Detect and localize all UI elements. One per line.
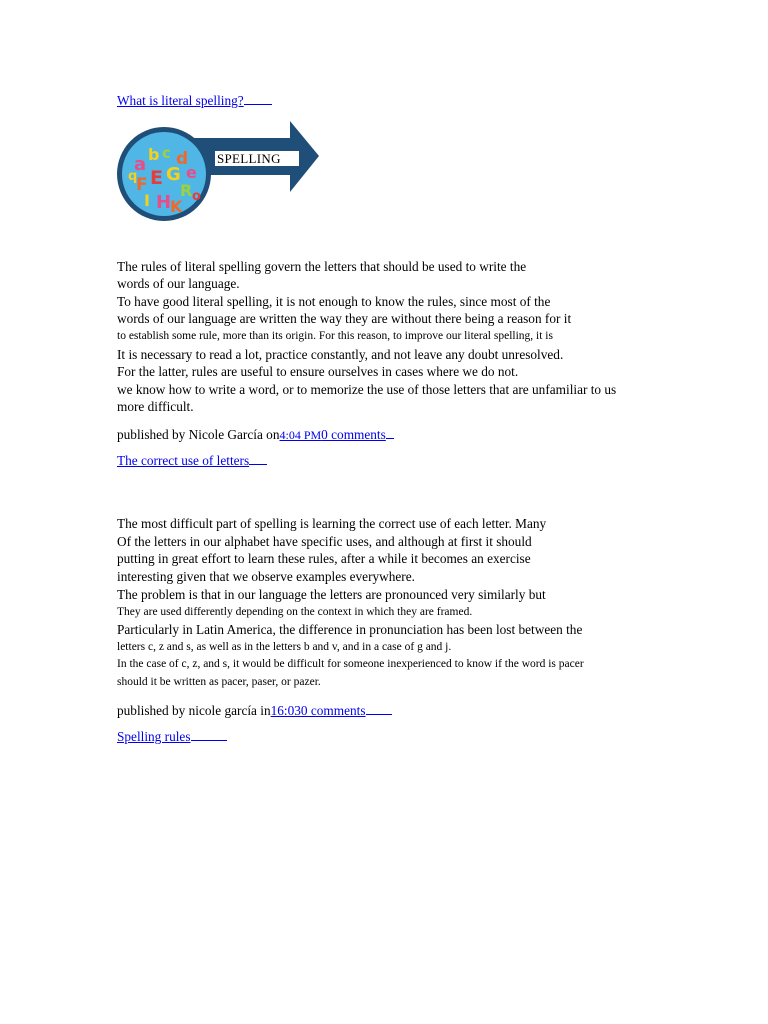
- svg-text:R: R: [180, 181, 193, 200]
- post2-body-line-5: The problem is that in our language the letters are pronounced very similarly but: [117, 587, 546, 602]
- comments-link[interactable]: 0 comments: [321, 427, 386, 442]
- svg-text:H: H: [156, 192, 172, 213]
- post2-body-line-2: Of the letters in our alphabet have specific uses, and although at first it should: [117, 534, 532, 549]
- post1-body-line-5: to establish some rule, more than its origin. For this reason, to improve our literal spelling, it is: [117, 330, 553, 342]
- post2-body-line-8: letters c, z and s, as well as in the letters b and v, and in a case of g and j.: [117, 641, 452, 653]
- post2-body-line-10: should it be written as pacer, paser, or pazer.: [117, 676, 321, 688]
- post-time-link[interactable]: 16:03: [270, 703, 301, 718]
- spelling-arrow-graphic: [114, 118, 324, 224]
- post2-body-line-3: putting in great effort to learn these rules, after a while it becomes an exercise: [117, 551, 531, 566]
- post-title-spelling-rules[interactable]: [117, 729, 227, 745]
- post1-meta: [117, 426, 394, 444]
- post-title-link[interactable]: What is literal spelling?: [117, 93, 244, 108]
- post1-body-line-4: words of our language are written the way they are without there being a reason for it: [117, 311, 572, 326]
- svg-text:I: I: [144, 191, 150, 210]
- svg-text:e: e: [186, 163, 197, 182]
- post2-body-line-6: They are used differently depending on the context in which they are framed.: [117, 606, 473, 618]
- post2-meta: [117, 702, 392, 719]
- svg-text:a: a: [134, 154, 147, 175]
- post1-body-line-3: To have good literal spelling, it is not enough to know the rules, since most of the: [117, 294, 551, 309]
- post-author: published by nicole garcía in: [117, 703, 271, 718]
- post-author: published by Nicole García on: [117, 427, 280, 442]
- svg-text:F: F: [136, 175, 148, 195]
- post2-body-line-7: Particularly in Latin America, the difference in pronunciation has been lost between the: [117, 622, 583, 637]
- post2-body-line-4: interesting given that we observe examples everywhere.: [117, 569, 415, 584]
- post1-body-line-9: more difficult.: [117, 399, 194, 414]
- post1-body-line-7: For the latter, rules are useful to ensure ourselves in cases where we do not.: [117, 364, 519, 379]
- post-title-link[interactable]: Spelling rules: [117, 729, 191, 744]
- post-title-correct-use[interactable]: [117, 453, 267, 469]
- svg-text:o: o: [192, 189, 201, 204]
- svg-text:c: c: [162, 144, 171, 162]
- graphic-label: SPELLING: [217, 151, 281, 166]
- post-time-link[interactable]: 4:04 PM: [279, 428, 322, 442]
- post1-body-line-1: The rules of literal spelling govern the letters that should be used to write the: [117, 259, 527, 274]
- comments-link[interactable]: 0 comments: [300, 703, 366, 718]
- post-title-link[interactable]: The correct use of letters: [117, 453, 250, 468]
- post2-body-line-1: The most difficult part of spelling is learning the correct use of each letter. Many: [117, 516, 547, 531]
- svg-text:q: q: [128, 169, 138, 184]
- post1-body-line-2: words of our language.: [117, 276, 240, 291]
- post-title-literal-spelling[interactable]: [117, 93, 272, 109]
- post1-body-line-6: It is necessary to read a lot, practice constantly, and not leave any doubt unresolved.: [117, 347, 564, 362]
- svg-text:E: E: [150, 167, 163, 189]
- svg-text:b: b: [148, 145, 160, 164]
- post2-body-line-9: In the case of c, z, and s, it would be difficult for someone inexperienced to know if the word is pacer: [117, 658, 584, 670]
- svg-text:d: d: [176, 149, 189, 169]
- svg-text:G: G: [166, 164, 181, 185]
- spelling-graphic: [114, 118, 324, 224]
- post1-body-line-8: we know how to write a word, or to memorize the use of those letters that are unfamiliar to us: [117, 382, 617, 397]
- svg-text:K: K: [170, 197, 183, 216]
